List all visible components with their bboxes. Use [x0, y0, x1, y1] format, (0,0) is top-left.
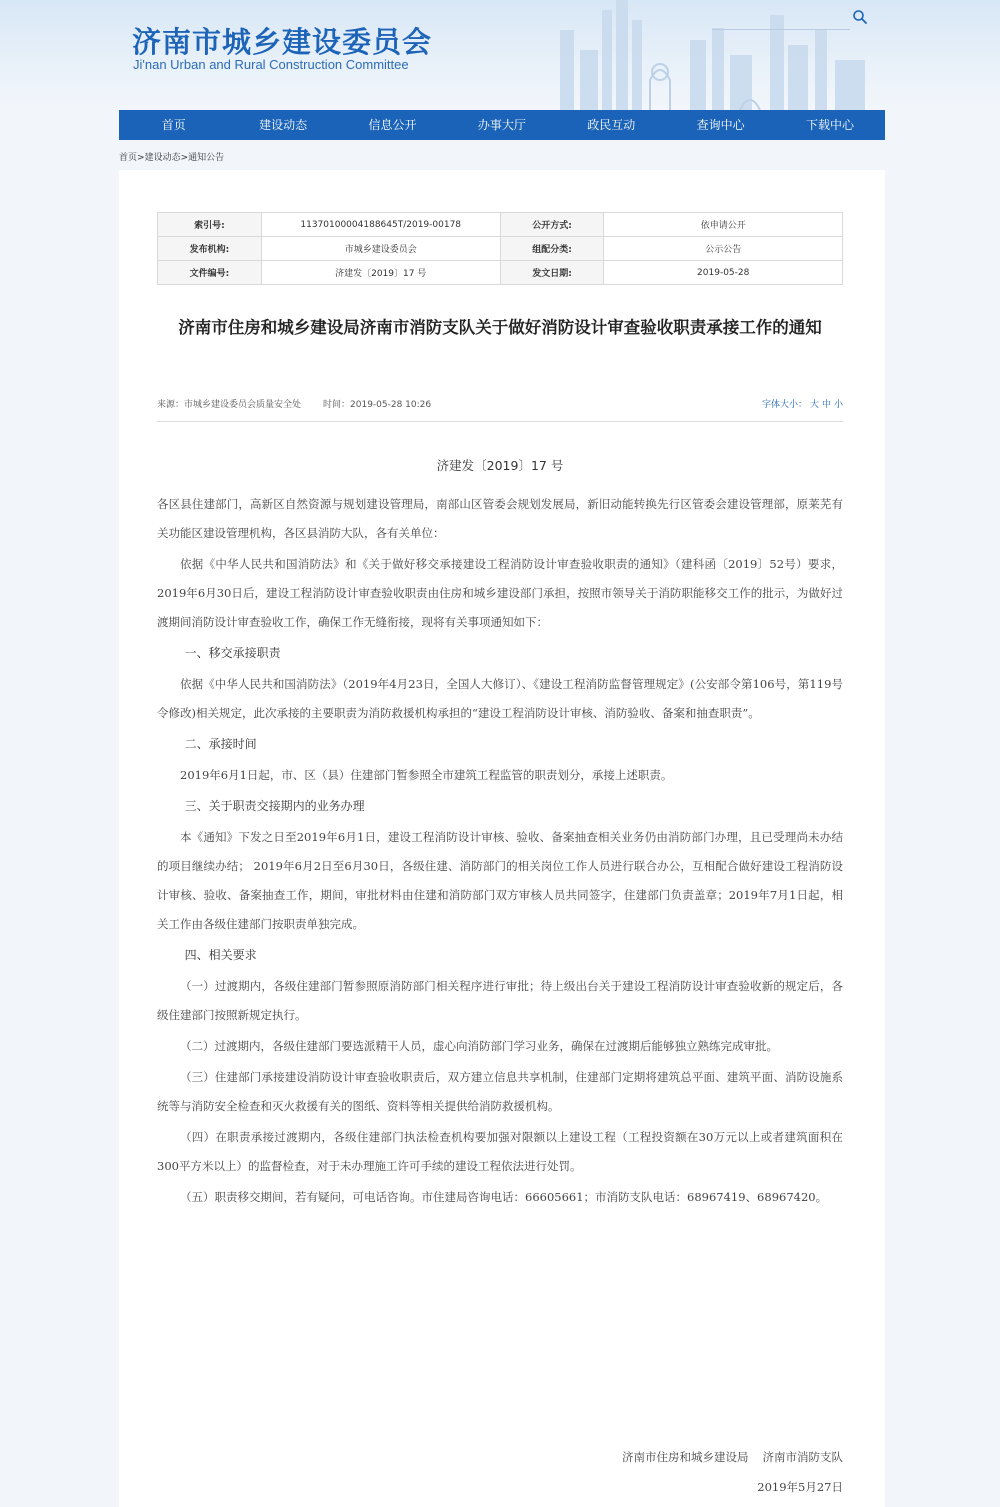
nav-item-service-hall[interactable]: 办事大厅: [477, 118, 526, 132]
meta-label: 公开方式:: [500, 213, 604, 237]
requirement-paragraph: （二）过渡期内，各级住建部门要选派精干人员，虚心向消防部门学习业务，确保在过渡期后能够独立熟练完成审批。: [180, 1039, 778, 1053]
divider: [157, 421, 843, 422]
meta-index-value: 11370100004188645T/2019-00178: [261, 213, 500, 237]
document-meta-table: [157, 212, 843, 285]
breadcrumb-separator: >: [180, 153, 189, 163]
section-heading: 一、移交承接职责: [184, 646, 281, 660]
search-icon[interactable]: [852, 9, 868, 25]
article-signature: [622, 1442, 843, 1502]
article-title: 济南市住房和城乡建设局济南市消防支队关于做好消防设计审查验收职责承接工作的通知: [178, 318, 822, 337]
section-heading: 四、相关要求: [184, 948, 257, 962]
search-input[interactable]: [712, 8, 850, 30]
meta-docno-value: 济建发〔2019〕17 号: [261, 261, 500, 285]
requirement-paragraph: （四）在职责承接过渡期内，各级住建部门执法检查机构要加强对限额以上建设工程（工程投资额在30万元以上或者建筑面积在300平方米以上）的监督检查，对于未办理施工许可手续的建设工程依法进行处罚。: [157, 1130, 843, 1173]
meta-label: 索引号:: [158, 213, 262, 237]
section-heading: 二、承接时间: [184, 737, 257, 751]
requirement-paragraph: （一）过渡期内，各级住建部门暂参照原消防部门相关程序进行审批；待上级出台关于建设工程消防设计审查验收新的规定后，各级住建部门按照新规定执行。: [157, 979, 843, 1022]
font-size-label: 字体大小：: [761, 400, 807, 410]
breadcrumb: [119, 150, 224, 163]
section-paragraph: 2019年6月1日起，市、区（县）住建部门暂参照全市建筑工程监管的职责划分，承接上述职责。: [180, 768, 673, 782]
requirement-paragraph: （五）职责移交期间，若有疑问，可电话咨询。市住建局咨询电话：66605661；市消防支队电话：68967419、68967420。: [180, 1190, 828, 1204]
section-paragraph: 本《通知》下发之日至2019年6月1日，建设工程消防设计审核、验收、备案抽查相关业务仍由消防部门办理，且已受理尚未办结的项目继续办结； 2019年6月2日至6月30日，各级住建、消防部门的相关岗位工作人员进行联合办公，互相配合做好建设工程消防设计审核、验收、备案抽查工作，期间，审批材料由住建和消防部门双方审核人员共同签字，住建部门负责盖章；2019年7月1日起，相关工作由各级住建部门按职责单独完成。: [157, 830, 843, 931]
signature-org-housing-bureau: 济南市住房和城乡建设局: [622, 1450, 749, 1464]
site-logo-title[interactable]: 济南市城乡建设委员会: [132, 25, 433, 59]
article-intro: 依据《中华人民共和国消防法》和《关于做好移交承接建设工程消防设计审查验收职责的通知》（建科函〔2019〕52号）要求，2019年6月30日后，建设工程消防设计审查验收职责由住房和城乡建设部门承担，按照市领导关于消防职能移交工作的批示，为做好过渡期间消防设计审查验收工作，确保工作无缝衔接，现将有关事项通知如下：: [157, 557, 843, 629]
nav-item-home[interactable]: 首页: [161, 118, 186, 132]
article-body: [157, 456, 843, 1212]
breadcrumb-construction-news[interactable]: 建设动态: [144, 153, 181, 163]
meta-date-value: 2019-05-28: [604, 261, 843, 285]
meta-label: 组配分类:: [500, 237, 604, 261]
meta-category-value: 公示公告: [604, 237, 843, 261]
article-source-line: [157, 397, 431, 410]
article-doc-number: 济建发〔2019〕17 号: [436, 458, 564, 473]
search-box: [712, 8, 850, 30]
article-recipients: 各区县住建部门，高新区自然资源与规划建设管理局，南部山区管委会规划发展局，新旧动能转换先行区管委会建设管理部，原莱芜有关功能区建设管理机构，各区县消防大队，各有关单位：: [157, 497, 843, 540]
font-size-large-button[interactable]: 大: [809, 400, 819, 410]
meta-label: 发文日期:: [500, 261, 604, 285]
nav-item-construction-news[interactable]: 建设动态: [259, 118, 308, 132]
table-row: [158, 261, 843, 285]
breadcrumb-separator: >: [137, 153, 145, 163]
font-size-medium-button[interactable]: 中: [821, 400, 831, 410]
section-paragraph: 依据《中华人民共和国消防法》（2019年4月23日，全国人大修订）、《建设工程消防监督管理规定》(公安部令第106号，第119号令修改)相关规定，此次承接的主要职责为消防救援机构承担的“建设工程消防设计审核、消防验收、备案和抽查职责”。: [157, 677, 843, 720]
signature-date: 2019年5月27日: [757, 1480, 843, 1494]
content-panel: [119, 170, 885, 1507]
site-logo-subtitle: Ji'nan Urban and Rural Construction Committee: [133, 57, 409, 72]
meta-public-value: 依申请公开: [604, 213, 843, 237]
article-source: 来源：市城乡建设委员会质量安全处: [157, 400, 302, 410]
table-row: [158, 213, 843, 237]
signature-org-fire-brigade: 济南市消防支队: [762, 1450, 843, 1464]
meta-label: 文件编号:: [158, 261, 262, 285]
table-row: [158, 237, 843, 261]
section-heading: 三、关于职责交接期内的业务办理: [184, 799, 365, 813]
nav-item-download-center[interactable]: 下载中心: [806, 118, 855, 132]
breadcrumb-home[interactable]: 首页: [119, 153, 138, 163]
nav-item-info-disclosure[interactable]: 信息公开: [368, 118, 417, 132]
meta-label: 发布机构:: [158, 237, 262, 261]
meta-org-value: 市城乡建设委员会: [261, 237, 500, 261]
breadcrumb-notices[interactable]: 通知公告: [188, 153, 225, 163]
nav-item-query-center[interactable]: 查询中心: [696, 118, 745, 132]
nav-item-public-interaction[interactable]: 政民互动: [587, 118, 636, 132]
site-header: [0, 0, 1000, 110]
main-nav: [119, 110, 885, 140]
requirement-paragraph: （三）住建部门承接建设消防设计审查验收职责后，双方建立信息共享机制，住建部门定期将建筑总平面、建筑平面、消防设施系统等与消防安全检查和灭火救援有关的图纸、资料等相关提供给消防救援机构。: [157, 1070, 843, 1113]
font-size-small-button[interactable]: 小: [833, 400, 843, 410]
article-time: 时间：2019-05-28 10:26: [323, 400, 432, 410]
font-size-switcher: [762, 397, 843, 410]
